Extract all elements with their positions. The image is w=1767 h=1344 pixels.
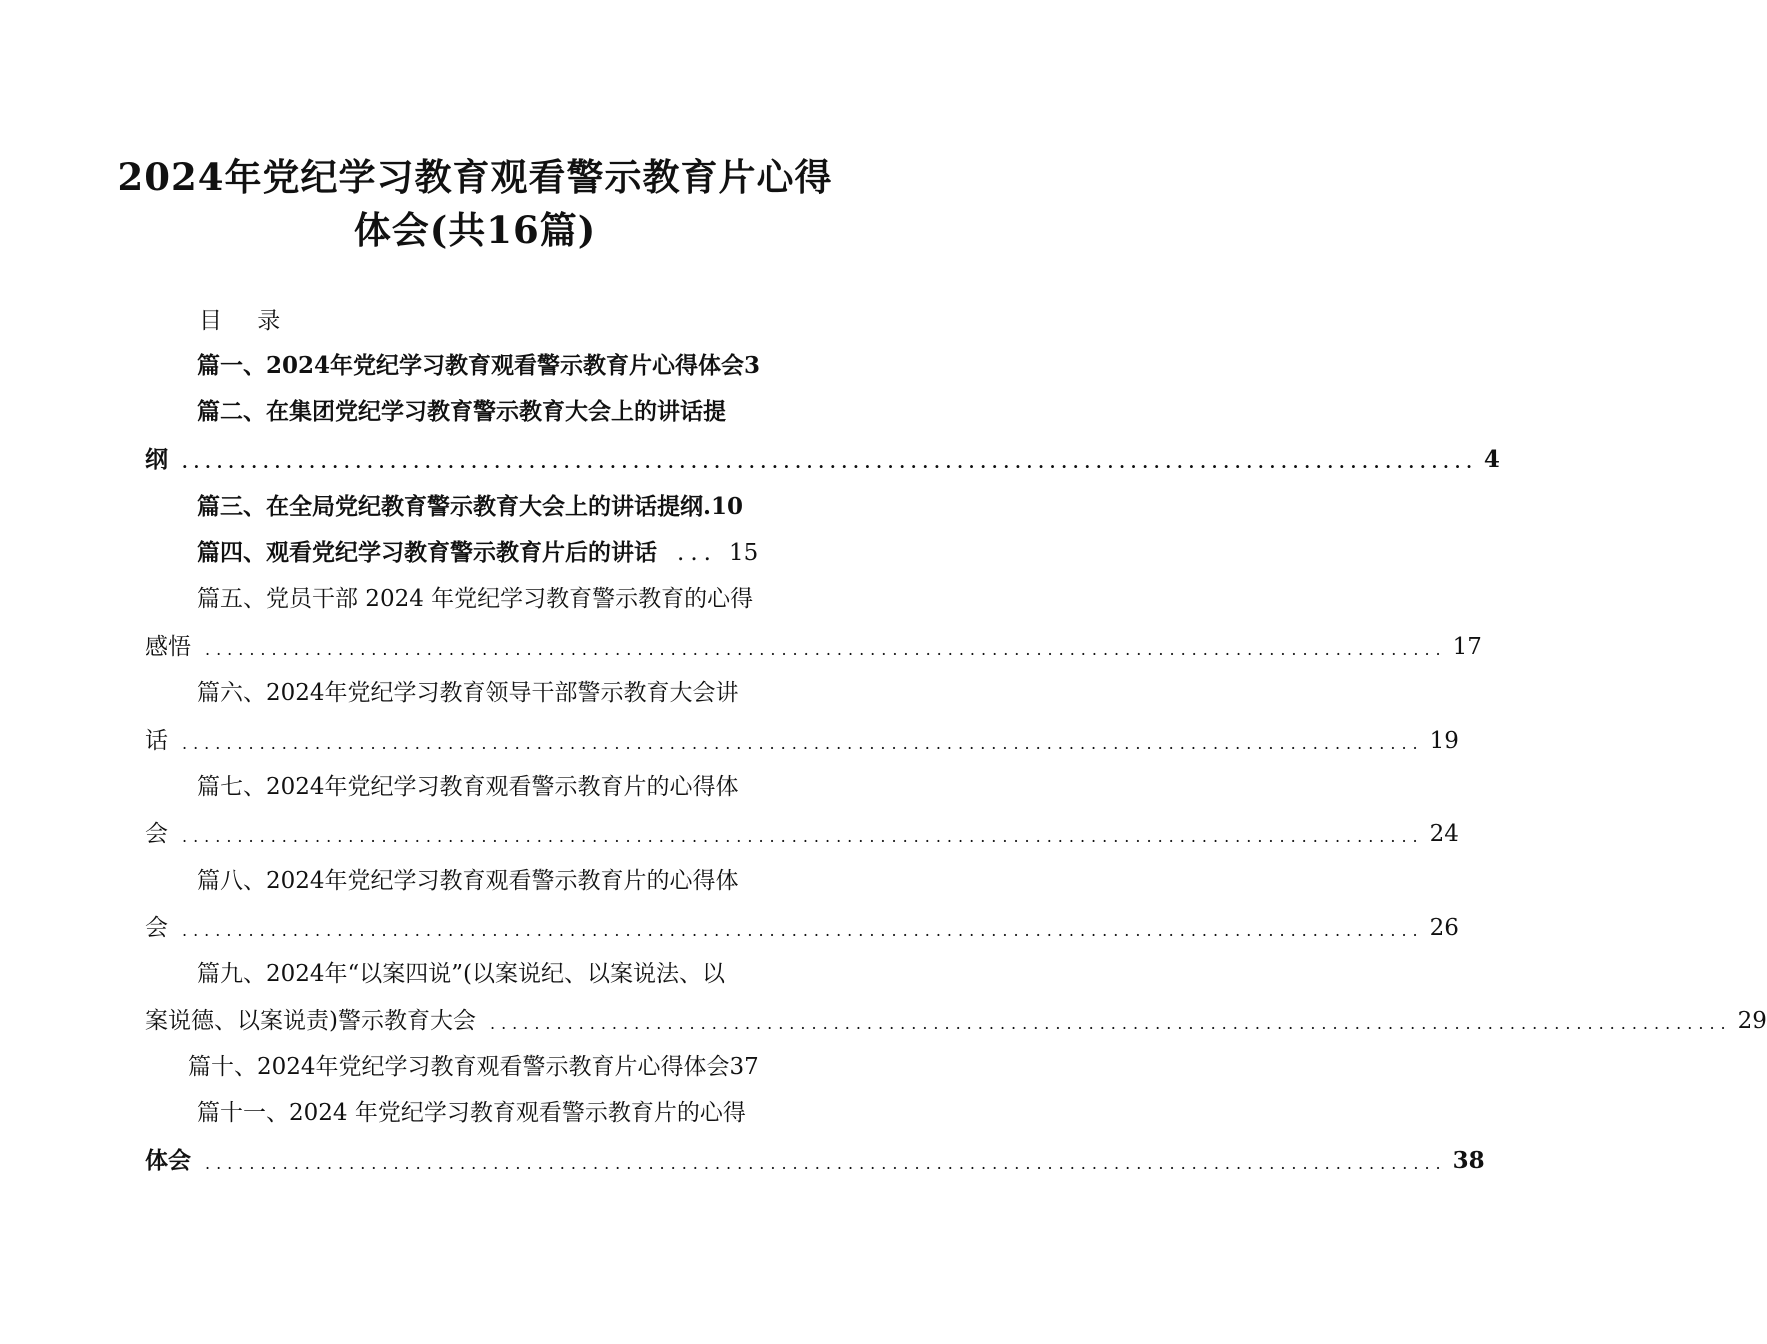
toc-entry-10[interactable]: 篇十、2024年党纪学习教育观看警示教育片心得体会37	[188, 1054, 759, 1080]
dot-leader: ...	[677, 540, 717, 566]
toc-entry-4-text: 篇四、观看党纪学习教育警示教育片后的讲话	[197, 539, 657, 566]
toc-entry-1[interactable]: 篇一、2024年党纪学习教育观看警示教育片心得体会3	[197, 352, 761, 379]
toc-heading: 目 录	[199, 308, 295, 334]
toc-entry-4-page: 15	[728, 540, 759, 566]
dot-leader: ................................................................................................................	[182, 734, 1424, 753]
toc-entry-2-continuation[interactable]	[145, 443, 1500, 477]
document-title-line-1: 2024年党纪学习教育观看警示教育片心得	[117, 155, 833, 199]
dot-leader: ................................................................................................................	[205, 640, 1447, 659]
toc-entry-2[interactable]: 篇二、在集团党纪学习教育警示教育大会上的讲话提	[197, 398, 726, 425]
document-title-line-2: 体会(共16篇)	[353, 208, 597, 252]
toc-entry-5-page: 17	[1452, 634, 1482, 660]
toc-entry-6-continuation[interactable]	[145, 724, 1459, 758]
toc-entry-7-page: 24	[1429, 821, 1459, 847]
toc-entry-5[interactable]: 篇五、党员干部 2024 年党纪学习教育警示教育的心得	[197, 586, 754, 612]
toc-entry-9-page: 29	[1737, 1008, 1767, 1034]
toc-entry-5-continuation[interactable]	[145, 630, 1482, 664]
toc-entry-6[interactable]: 篇六、2024年党纪学习教育领导干部警示教育大会讲	[197, 680, 739, 706]
dot-leader: ................................................................................................................	[182, 453, 1478, 472]
toc-entry-7-text: 会	[145, 821, 168, 847]
dot-leader: ................................................................................................................	[182, 921, 1424, 940]
toc-entry-7[interactable]: 篇七、2024年党纪学习教育观看警示教育片的心得体	[197, 774, 739, 800]
toc-entry-3[interactable]: 篇三、在全局党纪教育警示教育大会上的讲话提纲.10	[197, 493, 744, 520]
toc-entry-5-text: 感悟	[145, 634, 191, 660]
toc-entry-11-page: 38	[1452, 1147, 1485, 1174]
toc-entry-9-continuation[interactable]	[145, 1004, 1767, 1038]
toc-entry-2-text: 纲	[145, 446, 168, 473]
toc-entry-6-page: 19	[1429, 728, 1459, 754]
toc-entry-9[interactable]: 篇九、2024年“以案四说”(以案说纪、以案说法、以	[197, 961, 726, 987]
toc-entry-11-text: 体会	[145, 1147, 191, 1174]
toc-entry-8-page: 26	[1429, 915, 1459, 941]
toc-entry-11-continuation[interactable]	[145, 1144, 1485, 1178]
toc-entry-9-text: 案说德、以案说责)警示教育大会	[145, 1008, 476, 1034]
dot-leader: ................................................................................................................	[205, 1154, 1447, 1173]
toc-entry-7-continuation[interactable]	[145, 817, 1459, 851]
toc-entry-8-text: 会	[145, 915, 168, 941]
toc-entry-4[interactable]	[197, 536, 758, 570]
toc-entry-11[interactable]: 篇十一、2024 年党纪学习教育观看警示教育片的心得	[197, 1100, 746, 1126]
dot-leader: ................................................................................................................	[182, 827, 1424, 846]
toc-entry-8-continuation[interactable]	[145, 911, 1459, 945]
toc-entry-2-page: 4	[1483, 446, 1500, 473]
toc-entry-6-text: 话	[145, 728, 168, 754]
toc-entry-8[interactable]: 篇八、2024年党纪学习教育观看警示教育片的心得体	[197, 868, 739, 894]
dot-leader: ................................................................................................................	[489, 1014, 1732, 1033]
